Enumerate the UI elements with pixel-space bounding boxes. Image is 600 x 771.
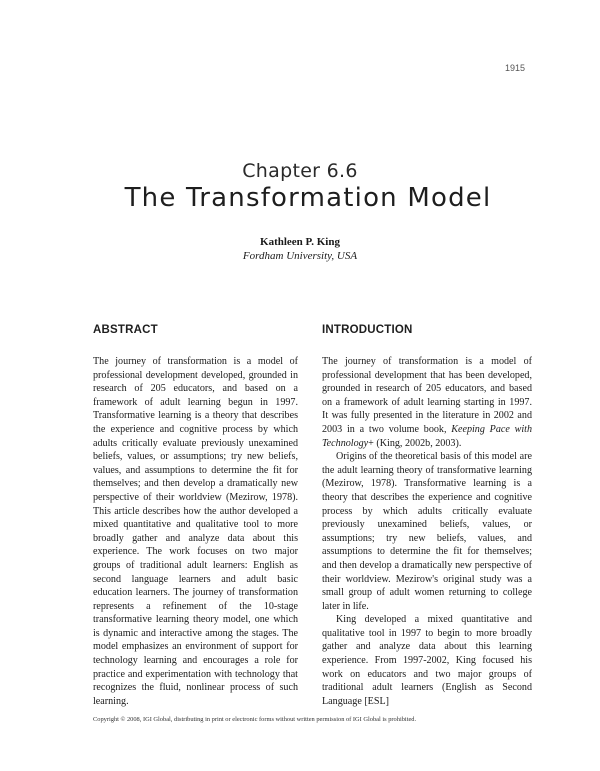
author-name: Kathleen P. King (260, 236, 340, 248)
introduction-paragraph-3: King developed a mixed quantitative and qualitative tool in 1997 to begin to more broadly gather and analyze data about this learning experience. From 1997-2002, King focused his work on educators and two major groups of traditional adult learners (English as Second Language [ESL] (322, 614, 532, 707)
introduction-paragraph-1 (322, 355, 532, 450)
paragraph-text: + (King, 2002b, 2003). (368, 437, 462, 449)
chapter-title: The Transformation Model (124, 183, 492, 213)
chapter-label: Chapter 6.6 (242, 160, 358, 182)
author-block (0, 235, 600, 263)
copyright-footer: Copyright © 2008, IGI Global, distributing in print or electronic forms without written permission of IGI Global is prohibited. (93, 716, 417, 723)
introduction-section (322, 323, 532, 708)
book-title: Keeping Pace with Technology (322, 423, 532, 449)
introduction-heading: INTRODUCTION (322, 324, 413, 336)
author-affiliation: Fordham University, USA (242, 250, 358, 262)
abstract-text: The journey of transformation is a model of professional development developed, grounded in research of 205 educators, and based on a framework of adult learning begun in 1997. Transformative learning is a theory that describes the experience and cognitive process by which adults critically evaluate previously unexamined beliefs, values, or assumptions; try new beliefs, values, and assumptions to determine the fit for themselves; and then develop a dramatically new perspective of their worldview (Mezirow, 1978). This article describes how the author developed a mixed quantitative and qualitative tool to more broadly gather and analyze data about this experience. The work focuses on two major groups of traditional adult learners: English as second language learners and adult basic education learners. The journey of transformation represents a refinement of the 10-stage transformative learning theory model, one which is dynamic and interactive among the stages. The model emphasizes an environment of support for technology learning and encourages a role for practice and experimentation with technology that recognizes the fluid, nonlinear process of such learning. (93, 356, 298, 707)
abstract-section (93, 323, 298, 708)
paragraph-text: The journey of transformation is a model of professional development that has been developed, grounded in research of 205 educators, and based on a framework of adult learning starting in 1997. It was fully presented in the literature in 2002 and 2003 in a two volume book, (322, 356, 532, 435)
page-number: 1915 (505, 63, 526, 73)
introduction-paragraph-2: Origins of the theoretical basis of this model are the adult learning theory of transformative learning (Mezirow, 1978). Transformative learning is a theory that describes the experience and cognitive process by which adults critically evaluate previously unexamined beliefs, values, or assumptions; try new beliefs, values, and assumptions to determine the fit for themselves; and then develop a dramatically new perspective of their worldview. Mezirow's original study was a small group of adult women returning to college later in life. (322, 451, 532, 612)
abstract-heading: ABSTRACT (93, 324, 158, 336)
